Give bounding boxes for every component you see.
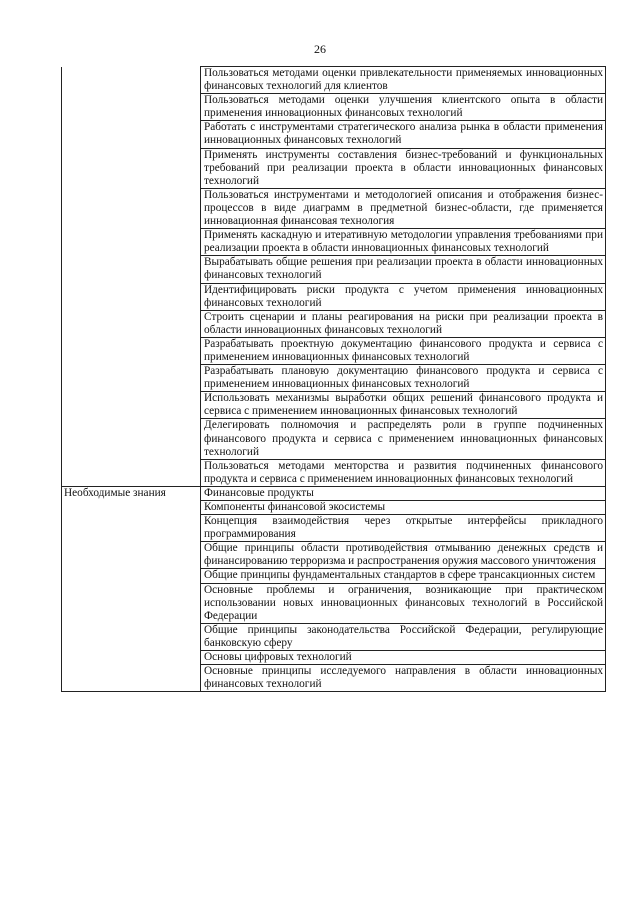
label-cell-empty [62,542,201,569]
knowledge-section-label: Необходимые знания [62,486,201,500]
skill-row [62,459,606,486]
skill-item: Пользоваться инструментами и методологией описания и отображения бизнес-процессов в виде диаграмм в предметной бизнес-области, где применяется инновационная финансовая технология [201,188,606,228]
knowledge-row [62,665,606,692]
label-cell-empty [62,229,201,256]
label-cell-empty [62,501,201,515]
label-cell-empty [62,623,201,650]
skill-item: Использовать механизмы выработки общих решений финансового продукта и сервиса с применением инновационных финансовых технологий [201,392,606,419]
label-cell-empty [62,310,201,337]
knowledge-row [62,486,606,500]
knowledge-item: Общие принципы области противодействия отмыванию денежных средств и финансированию терроризма и распространения оружия массового уничтожения [201,542,606,569]
knowledge-row [62,583,606,623]
skill-section-label [62,67,201,94]
knowledge-item: Общие принципы законодательства Российской Федерации, регулирующие банковскую сферу [201,623,606,650]
skill-row [62,94,606,121]
skill-row [62,365,606,392]
label-cell-empty [62,94,201,121]
skill-item: Пользоваться методами оценки привлекательности применяемых инновационных финансовых технологий для клиентов [201,67,606,94]
skill-item: Пользоваться методами менторства и развития подчиненных финансового продукта и сервиса с применением инновационных финансовых технологий [201,459,606,486]
skill-row [62,392,606,419]
knowledge-item: Общие принципы фундаментальных стандартов в сфере трансакционных систем [201,569,606,583]
skill-item: Строить сценарии и планы реагирования на риски при реализации проекта в области инновационных финансовых технологий [201,310,606,337]
knowledge-item: Концепция взаимодействия через открытые интерфейсы прикладного программирования [201,515,606,542]
label-cell-empty [62,365,201,392]
label-cell-empty [62,337,201,364]
label-cell-empty [62,256,201,283]
skill-row [62,229,606,256]
skill-item: Делегировать полномочия и распределять роли в группе подчиненных финансового продукта и сервиса с применением инновационных финансовых технологий [201,419,606,459]
skill-item: Применять каскадную и итеративную методологии управления требованиями при реализации проекта в области инновационных финансовых технологий [201,229,606,256]
label-cell-empty [62,419,201,459]
skill-item: Идентифицировать риски продукта с учетом применения инновационных финансовых технологий [201,283,606,310]
label-cell-empty [62,392,201,419]
label-cell-empty [62,121,201,148]
skill-item: Разрабатывать плановую документацию финансового продукта и сервиса с применением инновационных финансовых технологий [201,365,606,392]
label-cell-empty [62,459,201,486]
skill-item: Пользоваться методами оценки улучшения клиентского опыта в области применения инновационных финансовых технологий [201,94,606,121]
skill-item: Разрабатывать проектную документацию финансового продукта и сервиса с применением инновационных финансовых технологий [201,337,606,364]
knowledge-row [62,651,606,665]
skill-row [62,419,606,459]
knowledge-row [62,569,606,583]
label-cell-empty [62,515,201,542]
knowledge-row [62,501,606,515]
skill-item: Работать с инструментами стратегического анализа рынка в области применения инновационных финансовых технологий [201,121,606,148]
label-cell-empty [62,665,201,692]
knowledge-row [62,542,606,569]
label-cell-empty [62,188,201,228]
knowledge-item: Основные принципы исследуемого направления в области инновационных финансовых технологий [201,665,606,692]
skill-item: Применять инструменты составления бизнес-требований и функциональных требований при реализации проекта в области инновационных финансовых технологий [201,148,606,188]
skill-row [62,67,606,94]
skill-row [62,121,606,148]
label-cell-empty [62,283,201,310]
skill-row [62,337,606,364]
knowledge-item: Финансовые продукты [201,486,606,500]
knowledge-item: Компоненты финансовой экосистемы [201,501,606,515]
requirements-table [61,66,606,692]
skill-row [62,188,606,228]
skill-row [62,256,606,283]
label-cell-empty [62,148,201,188]
knowledge-item: Основные проблемы и ограничения, возникающие при практическом использовании новых инновационных финансовых технологий в Российской Федерации [201,583,606,623]
page-number: 26 [314,42,326,56]
requirements-table-body [62,67,606,692]
skill-row [62,283,606,310]
knowledge-row [62,623,606,650]
skill-row [62,310,606,337]
knowledge-row [62,515,606,542]
skill-row [62,148,606,188]
label-cell-empty [62,569,201,583]
skill-item: Вырабатывать общие решения при реализации проекта в области инновационных финансовых технологий [201,256,606,283]
knowledge-item: Основы цифровых технологий [201,651,606,665]
label-cell-empty [62,651,201,665]
label-cell-empty [62,583,201,623]
